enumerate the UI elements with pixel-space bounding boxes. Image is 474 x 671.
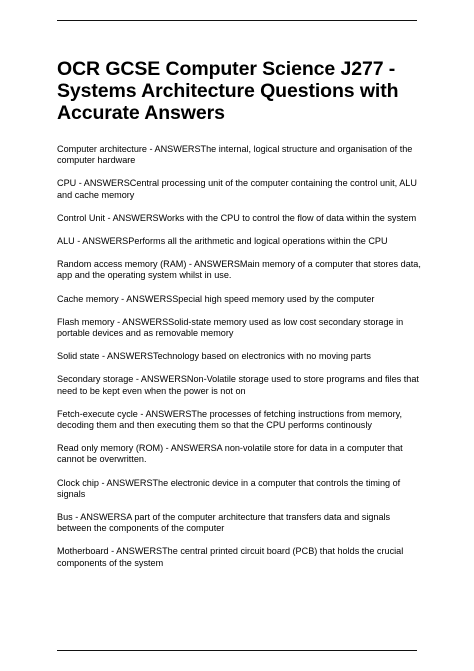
qa-entry-control-unit: Control Unit - ANSWERSWorks with the CPU to control the flow of data within the system — [57, 212, 417, 223]
qa-entry-rom: Read only memory (ROM) - ANSWERSA non-volatile store for data in a computer that cannot be overwritten. — [57, 443, 403, 465]
qa-entry-computer-architecture: Computer architecture - ANSWERSThe internal, logical structure and organisation of the computer hardware — [57, 144, 413, 166]
qa-entry-flash-memory: Flash memory - ANSWERSSolid-state memory used as low cost secondary storage in portable devices and as removable memory — [57, 316, 404, 339]
qa-entry-clock-chip: Clock chip - ANSWERSThe electronic device in a computer that controls the timing of signals — [57, 477, 401, 499]
qa-entry-ram: Random access memory (RAM) - ANSWERSMain memory of a computer that stores data, app and the operating system whilst in use. — [57, 259, 421, 281]
qa-entry-bus: Bus - ANSWERSA part of the computer architecture that transfers data and signals between the components of the computer — [57, 512, 391, 534]
qa-entry-motherboard: Motherboard - ANSWERSThe central printed circuit board (PCB) that holds the crucial components of the system — [57, 546, 404, 568]
page-title: OCR GCSE Computer Science J277 - Systems Architecture Questions with Accurate Answers — [57, 58, 399, 124]
qa-entry-solid-state: Solid state - ANSWERSTechnology based on electronics with no moving parts — [57, 351, 371, 362]
qa-entry-secondary-storage: Secondary storage - ANSWERSNon-Volatile storage used to store programs and files that need to be kept even when the power is not on — [57, 374, 419, 396]
bottom-divider — [57, 650, 417, 651]
qa-list — [57, 144, 425, 581]
top-divider — [57, 20, 417, 21]
qa-entry-fetch-execute-cycle: Fetch-execute cycle - ANSWERSThe processes of fetching instructions from memory, decoding them and then executing them so that the CPU performs continously — [57, 408, 403, 431]
qa-entry-alu: ALU - ANSWERSPerforms all the arithmetic and logical operations within the CPU — [57, 236, 388, 247]
qa-entry-cpu: CPU - ANSWERSCentral processing unit of the computer containing the control unit, ALU and cache memory — [57, 178, 417, 200]
qa-entry-cache-memory: Cache memory - ANSWERSSpecial high speed memory used by the computer — [57, 293, 375, 304]
